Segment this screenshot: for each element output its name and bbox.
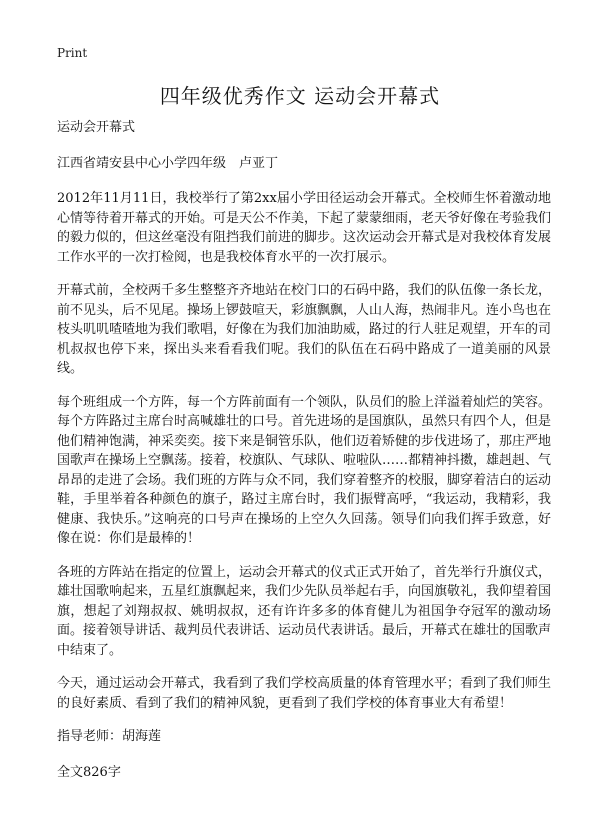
paragraph-1: 2012年11月11日，我校举行了第2xx届小学田径运动会开幕式。全校师生怀着激动地心情等待着开幕式的开始。可是天公不作美，下起了蒙蒙细雨，老天爷好像在考验我们的毅力似的，但这丝毫没有阻挡我们前进的脚步。这次运动会开幕式是对我校体育发展工作水平的一次打检阅，也是我校体育水平的一次打展示。: [57, 191, 552, 265]
teacher-line: 指导老师：胡海莲: [57, 729, 162, 744]
word-count: 全文826字: [57, 764, 121, 780]
article-body: [57, 118, 551, 796]
paragraph-3: 每个班组成一个方阵，每一个方阵前面有一个领队，队员们的脸上洋溢着灿烂的笑容。每个方阵路过主席台时高喊雄壮的口号。首先进场的是国旗队，虽然只有四个人，但是他们精神饱满，神采奕奕。接下来是铜管乐队，他们迈着矫健的步伐进场了，那庄严地国歌声在操场上空飘荡。接着，校旗队、气球队、啦啦队……都精神抖擞，雄赳赳、气昂昂的走进了会场。我们班的方阵与众不同，我们穿着整齐的校服，脚穿着洁白的运动鞋，手里举着各种颜色的旗子，路过主席台时，我们振臂高呼，“我运动，我精彩，我健康、我快乐。”这响亮的口号声在操场的上空久久回荡。领导们向我们挥手致意，好像在说：你们是最棒的！: [57, 394, 552, 546]
paragraph-5: 今天，通过运动会开幕式，我看到了我们学校高质量的体育管理水平；看到了我们师生的良好素质、看到了我们的精神风貌，更看到了我们学校的体育事业大有希望！: [57, 676, 552, 711]
page-title: 四年级优秀作文 运动会开幕式: [159, 84, 441, 108]
print-link[interactable]: Print: [57, 46, 88, 60]
author-line: 江西省靖安县中心小学四年级 卢亚丁: [57, 155, 279, 171]
paragraph-4: 各班的方阵站在指定的位置上，运动会开幕式的仪式正式开始了，首先举行升旗仪式，雄壮国歌响起来，五星红旗飘起来，我们少先队员举起右手，向国旗敬礼，我仰望着国旗，想起了刘翔叔叔、姚明叔叔，还有许许多多的体育健儿为祖国争夺冠军的激动场面。接着领导讲话、裁判员代表讲话、运动员代表讲话。最后，开幕式在雄壮的国歌声中结束了。: [57, 564, 552, 658]
paragraph-2: 开幕式前，全校两千多生整整齐齐地站在校门口的石码中路，我们的队伍像一条长龙，前不见头，后不见尾。操场上锣鼓喧天，彩旗飘飘，人山人海，热闹非凡。连小鸟也在枝头叽叽喳喳地为我们歌唱，好像在为我们加油助威，路过的行人驻足观望，开车的司机叔叔也停下来，探出头来看看我们呢。我们的队伍在石码中路成了一道美丽的风景线。: [57, 283, 552, 376]
article-subtitle: 运动会开幕式: [57, 120, 136, 135]
